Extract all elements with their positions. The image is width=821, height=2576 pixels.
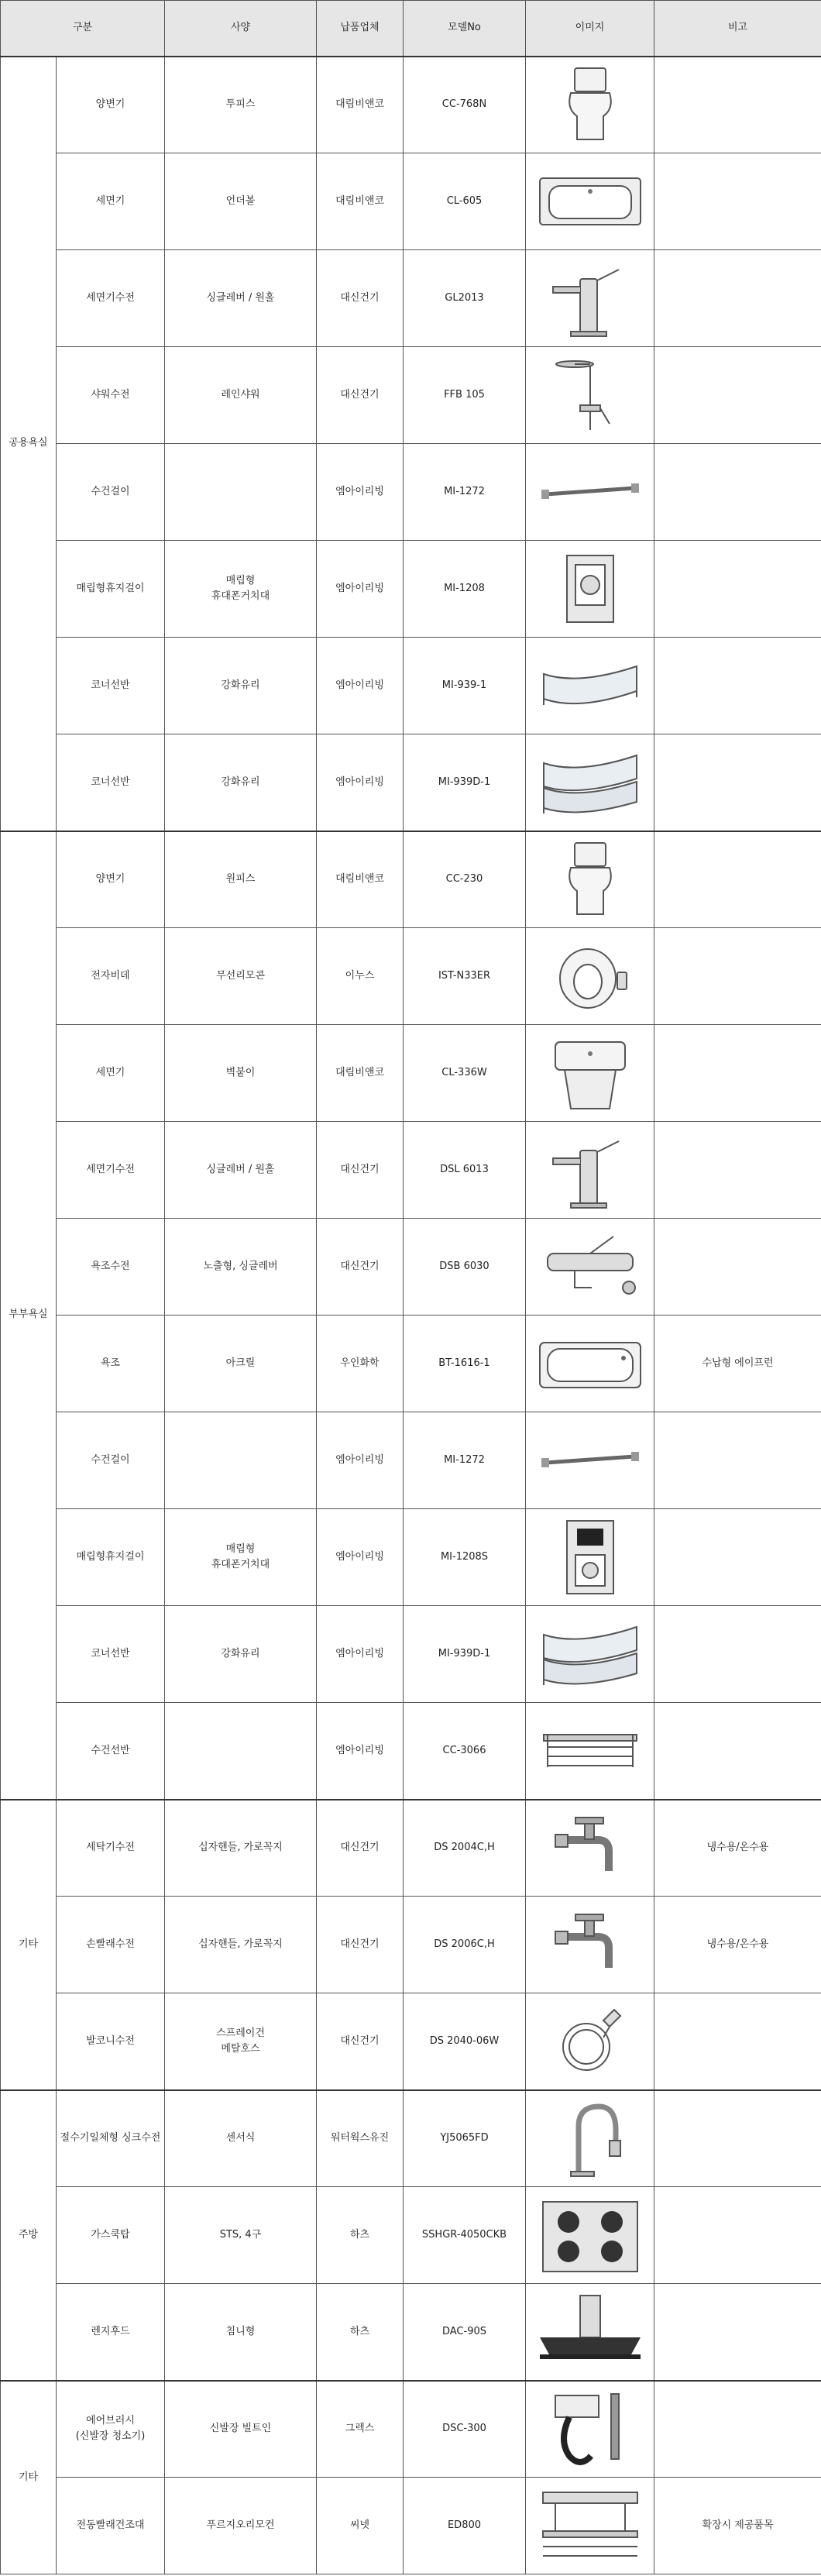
basin-faucet-icon <box>532 1127 648 1212</box>
wall-basin-icon <box>532 1030 648 1116</box>
item-image <box>526 2478 654 2574</box>
item-spec: 싱글레버 / 원홀 <box>165 1122 317 1219</box>
item-name: 발코니수전 <box>57 1993 165 2090</box>
header-model: 모델No <box>404 1 526 57</box>
item-name: 코너선반 <box>57 734 165 831</box>
item-vendor: 엠아이리빙 <box>317 638 404 734</box>
item-model: DS 2040-06W <box>404 1993 526 2090</box>
item-vendor: 대림비앤코 <box>317 57 404 153</box>
item-image <box>526 2090 654 2187</box>
item-name: 세면기수전 <box>57 1122 165 1219</box>
item-spec: 무선리모콘 <box>165 928 317 1025</box>
item-note: 냉수용/온수용 <box>654 1897 821 1993</box>
item-vendor: 하츠 <box>317 2284 404 2381</box>
item-vendor: 엠아이리빙 <box>317 541 404 638</box>
item-model: DAC-90S <box>404 2284 526 2381</box>
table-row <box>1 1800 821 1897</box>
item-note <box>654 1993 821 2090</box>
towel-shelf-icon <box>532 1708 648 1794</box>
item-name: 세탁기수전 <box>57 1800 165 1897</box>
item-image <box>526 1509 654 1606</box>
item-image <box>526 1316 654 1412</box>
item-model: CC-3066 <box>404 1703 526 1800</box>
item-spec: 벽붙이 <box>165 1025 317 1122</box>
item-image <box>526 1122 654 1219</box>
item-vendor: 하츠 <box>317 2187 404 2284</box>
item-vendor: 그렉스 <box>317 2381 404 2478</box>
item-vendor: 대신건기 <box>317 1993 404 2090</box>
item-model: CC-768N <box>404 57 526 153</box>
item-note <box>654 444 821 541</box>
item-note <box>654 153 821 250</box>
item-model: MI-939D-1 <box>404 1606 526 1703</box>
item-note <box>654 1509 821 1606</box>
header-note: 비고 <box>654 1 821 57</box>
item-model: YJ5065FD <box>404 2090 526 2187</box>
table-row <box>1 1993 821 2090</box>
item-name: 손빨래수전 <box>57 1897 165 1993</box>
air-brush-icon <box>532 2386 648 2471</box>
item-model: ED800 <box>404 2478 526 2574</box>
header-vendor: 납품업체 <box>317 1 404 57</box>
item-spec: 십자핸들, 가로꼭지 <box>165 1800 317 1897</box>
table-row <box>1 2187 821 2284</box>
item-note <box>654 2381 821 2478</box>
item-image <box>526 1703 654 1800</box>
towel-bar-icon <box>532 1418 648 1503</box>
item-spec <box>165 1703 317 1800</box>
item-name: 절수기일체형 싱크수전 <box>57 2090 165 2187</box>
item-model: CL-336W <box>404 1025 526 1122</box>
item-spec: STS, 4구 <box>165 2187 317 2284</box>
item-model: DS 2004C,H <box>404 1800 526 1897</box>
item-vendor: 엠아이리빙 <box>317 1703 404 1800</box>
item-note: 수납형 에이프런 <box>654 1316 821 1412</box>
item-image <box>526 2187 654 2284</box>
item-note <box>654 57 821 153</box>
section-group: 기타 <box>1 2381 57 2574</box>
item-vendor: 엠아이리빙 <box>317 1509 404 1606</box>
item-name: 전동빨래건조대 <box>57 2478 165 2574</box>
item-spec: 원피스 <box>165 831 317 928</box>
bath-faucet-icon <box>532 1224 648 1309</box>
table-row <box>1 2381 821 2478</box>
item-vendor: 엠아이리빙 <box>317 734 404 831</box>
item-image <box>526 638 654 734</box>
item-image <box>526 541 654 638</box>
item-name: 세면기 <box>57 153 165 250</box>
item-note <box>654 1703 821 1800</box>
item-name: 세면기 <box>57 1025 165 1122</box>
item-note <box>654 2284 821 2381</box>
item-model: DSC-300 <box>404 2381 526 2478</box>
item-spec: 스프레이건 메탈호스 <box>165 1993 317 2090</box>
corner-shelf-icon <box>532 643 648 728</box>
item-name: 수건걸이 <box>57 444 165 541</box>
item-note <box>654 1122 821 1219</box>
item-vendor: 대신건기 <box>317 347 404 444</box>
item-name: 세면기수전 <box>57 250 165 347</box>
table-row <box>1 1316 821 1412</box>
item-name: 코너선반 <box>57 638 165 734</box>
header-image: 이미지 <box>526 1 654 57</box>
header-category: 구분 <box>1 1 165 57</box>
spray-hose-icon <box>532 1999 648 2084</box>
item-spec: 신발장 빌트인 <box>165 2381 317 2478</box>
tissue-holder-icon <box>532 546 648 631</box>
item-spec: 싱글레버 / 원홀 <box>165 250 317 347</box>
item-name: 욕조 <box>57 1316 165 1412</box>
item-note <box>654 1412 821 1509</box>
item-spec: 아크릴 <box>165 1316 317 1412</box>
corner-shelf-double-icon <box>532 1611 648 1697</box>
item-image <box>526 1025 654 1122</box>
table-row <box>1 928 821 1025</box>
item-note <box>654 928 821 1025</box>
rain-shower-icon <box>532 353 648 438</box>
item-vendor: 씨넷 <box>317 2478 404 2574</box>
item-image <box>526 734 654 831</box>
item-model: MI-939-1 <box>404 638 526 734</box>
table-row <box>1 1412 821 1509</box>
item-image <box>526 1606 654 1703</box>
item-name: 에어브러시 (신발장 청소기) <box>57 2381 165 2478</box>
range-hood-icon <box>532 2289 648 2375</box>
item-model: DS 2006C,H <box>404 1897 526 1993</box>
item-name: 양변기 <box>57 831 165 928</box>
item-image <box>526 153 654 250</box>
item-vendor: 엠아이리빙 <box>317 1412 404 1509</box>
item-model: DSB 6030 <box>404 1219 526 1316</box>
item-note <box>654 541 821 638</box>
table-row <box>1 2284 821 2381</box>
item-model: MI-1272 <box>404 444 526 541</box>
table-row <box>1 1219 821 1316</box>
bathtub-icon <box>532 1321 648 1406</box>
item-model: MI-939D-1 <box>404 734 526 831</box>
item-note <box>654 734 821 831</box>
table-row <box>1 153 821 250</box>
item-model: DSL 6013 <box>404 1122 526 1219</box>
item-spec: 노출형, 싱글레버 <box>165 1219 317 1316</box>
table-row <box>1 1025 821 1122</box>
table-row <box>1 250 821 347</box>
corner-shelf-double-icon <box>532 740 648 825</box>
item-image <box>526 2284 654 2381</box>
item-name: 매립형휴지걸이 <box>57 1509 165 1606</box>
item-vendor: 대신건기 <box>317 1897 404 1993</box>
item-vendor: 워터웍스유진 <box>317 2090 404 2187</box>
item-image <box>526 1897 654 1993</box>
basin-faucet-icon <box>532 256 648 341</box>
item-name: 샤워수전 <box>57 347 165 444</box>
table-row <box>1 1897 821 1993</box>
gas-cooktop-icon <box>532 2193 648 2278</box>
item-image <box>526 1412 654 1509</box>
item-model: IST-N33ER <box>404 928 526 1025</box>
item-model: GL2013 <box>404 250 526 347</box>
item-name: 가스쿡탑 <box>57 2187 165 2284</box>
item-vendor: 대신건기 <box>317 250 404 347</box>
bidet-seat-icon <box>532 934 648 1019</box>
item-name: 렌지후드 <box>57 2284 165 2381</box>
item-spec: 매립형 휴대폰거치대 <box>165 541 317 638</box>
table-row <box>1 444 821 541</box>
item-vendor: 대신건기 <box>317 1122 404 1219</box>
tap-icon <box>532 1902 648 1987</box>
item-spec: 센서식 <box>165 2090 317 2187</box>
item-note <box>654 2090 821 2187</box>
sink-basin-icon <box>532 159 648 244</box>
table-row <box>1 2478 821 2574</box>
item-spec: 강화유리 <box>165 734 317 831</box>
item-spec: 레인샤워 <box>165 347 317 444</box>
item-model: FFB 105 <box>404 347 526 444</box>
item-image <box>526 347 654 444</box>
section-group: 기타 <box>1 1800 57 2090</box>
item-image <box>526 444 654 541</box>
item-name: 수건선반 <box>57 1703 165 1800</box>
item-note <box>654 250 821 347</box>
item-image <box>526 2381 654 2478</box>
clothes-dryer-rack-icon <box>532 2483 648 2568</box>
table-row <box>1 2090 821 2187</box>
header-row <box>1 1 821 57</box>
item-note <box>654 1025 821 1122</box>
item-spec: 투피스 <box>165 57 317 153</box>
section-group: 주방 <box>1 2090 57 2381</box>
item-vendor: 대림비앤코 <box>317 831 404 928</box>
item-name: 수건걸이 <box>57 1412 165 1509</box>
item-model: BT-1616-1 <box>404 1316 526 1412</box>
table-row <box>1 831 821 928</box>
table-row <box>1 1606 821 1703</box>
item-image <box>526 1993 654 2090</box>
item-image <box>526 831 654 928</box>
item-vendor: 대림비앤코 <box>317 153 404 250</box>
table-row <box>1 347 821 444</box>
item-note <box>654 347 821 444</box>
table-row <box>1 734 821 831</box>
table-row <box>1 57 821 153</box>
section-group: 공용욕실 <box>1 57 57 831</box>
item-vendor: 엠아이리빙 <box>317 444 404 541</box>
tap-icon <box>532 1805 648 1890</box>
item-model: CL-605 <box>404 153 526 250</box>
item-note <box>654 831 821 928</box>
item-image <box>526 57 654 153</box>
toilet-icon <box>532 62 648 147</box>
tissue-holder-phone-icon <box>532 1515 648 1600</box>
item-note <box>654 638 821 734</box>
item-vendor: 대신건기 <box>317 1800 404 1897</box>
item-name: 양변기 <box>57 57 165 153</box>
item-spec: 침니형 <box>165 2284 317 2381</box>
item-name: 전자비데 <box>57 928 165 1025</box>
item-image <box>526 250 654 347</box>
item-spec: 푸르지오리모컨 <box>165 2478 317 2574</box>
item-name: 욕조수전 <box>57 1219 165 1316</box>
item-spec: 십자핸들, 가로꼭지 <box>165 1897 317 1993</box>
item-model: CC-230 <box>404 831 526 928</box>
item-model: MI-1208 <box>404 541 526 638</box>
item-vendor: 이누스 <box>317 928 404 1025</box>
item-image <box>526 1219 654 1316</box>
item-vendor: 엠아이리빙 <box>317 1606 404 1703</box>
item-note <box>654 2187 821 2284</box>
item-vendor: 대림비앤코 <box>317 1025 404 1122</box>
item-spec: 강화유리 <box>165 1606 317 1703</box>
item-vendor: 대신건기 <box>317 1219 404 1316</box>
item-model: MI-1272 <box>404 1412 526 1509</box>
item-spec: 언더볼 <box>165 153 317 250</box>
item-spec: 강화유리 <box>165 638 317 734</box>
item-note: 냉수용/온수용 <box>654 1800 821 1897</box>
kitchen-faucet-icon <box>532 2096 648 2181</box>
item-note <box>654 1219 821 1316</box>
item-spec <box>165 444 317 541</box>
item-model: MI-1208S <box>404 1509 526 1606</box>
item-spec: 매립형 휴대폰거치대 <box>165 1509 317 1606</box>
item-name: 매립형휴지걸이 <box>57 541 165 638</box>
item-note: 확장시 제공품목 <box>654 2478 821 2574</box>
table-row <box>1 541 821 638</box>
item-vendor: 우인화학 <box>317 1316 404 1412</box>
table-row <box>1 638 821 734</box>
table-body <box>1 57 821 2574</box>
item-image <box>526 1800 654 1897</box>
table-row <box>1 1509 821 1606</box>
section-group: 부부욕실 <box>1 831 57 1800</box>
item-name: 코너선반 <box>57 1606 165 1703</box>
item-spec <box>165 1412 317 1509</box>
towel-bar-icon <box>532 449 648 535</box>
table-row <box>1 1122 821 1219</box>
item-model: SSHGR-4050CKB <box>404 2187 526 2284</box>
toilet-icon <box>532 837 648 922</box>
table-row <box>1 1703 821 1800</box>
item-note <box>654 1606 821 1703</box>
item-image <box>526 928 654 1025</box>
header-spec: 사양 <box>165 1 317 57</box>
